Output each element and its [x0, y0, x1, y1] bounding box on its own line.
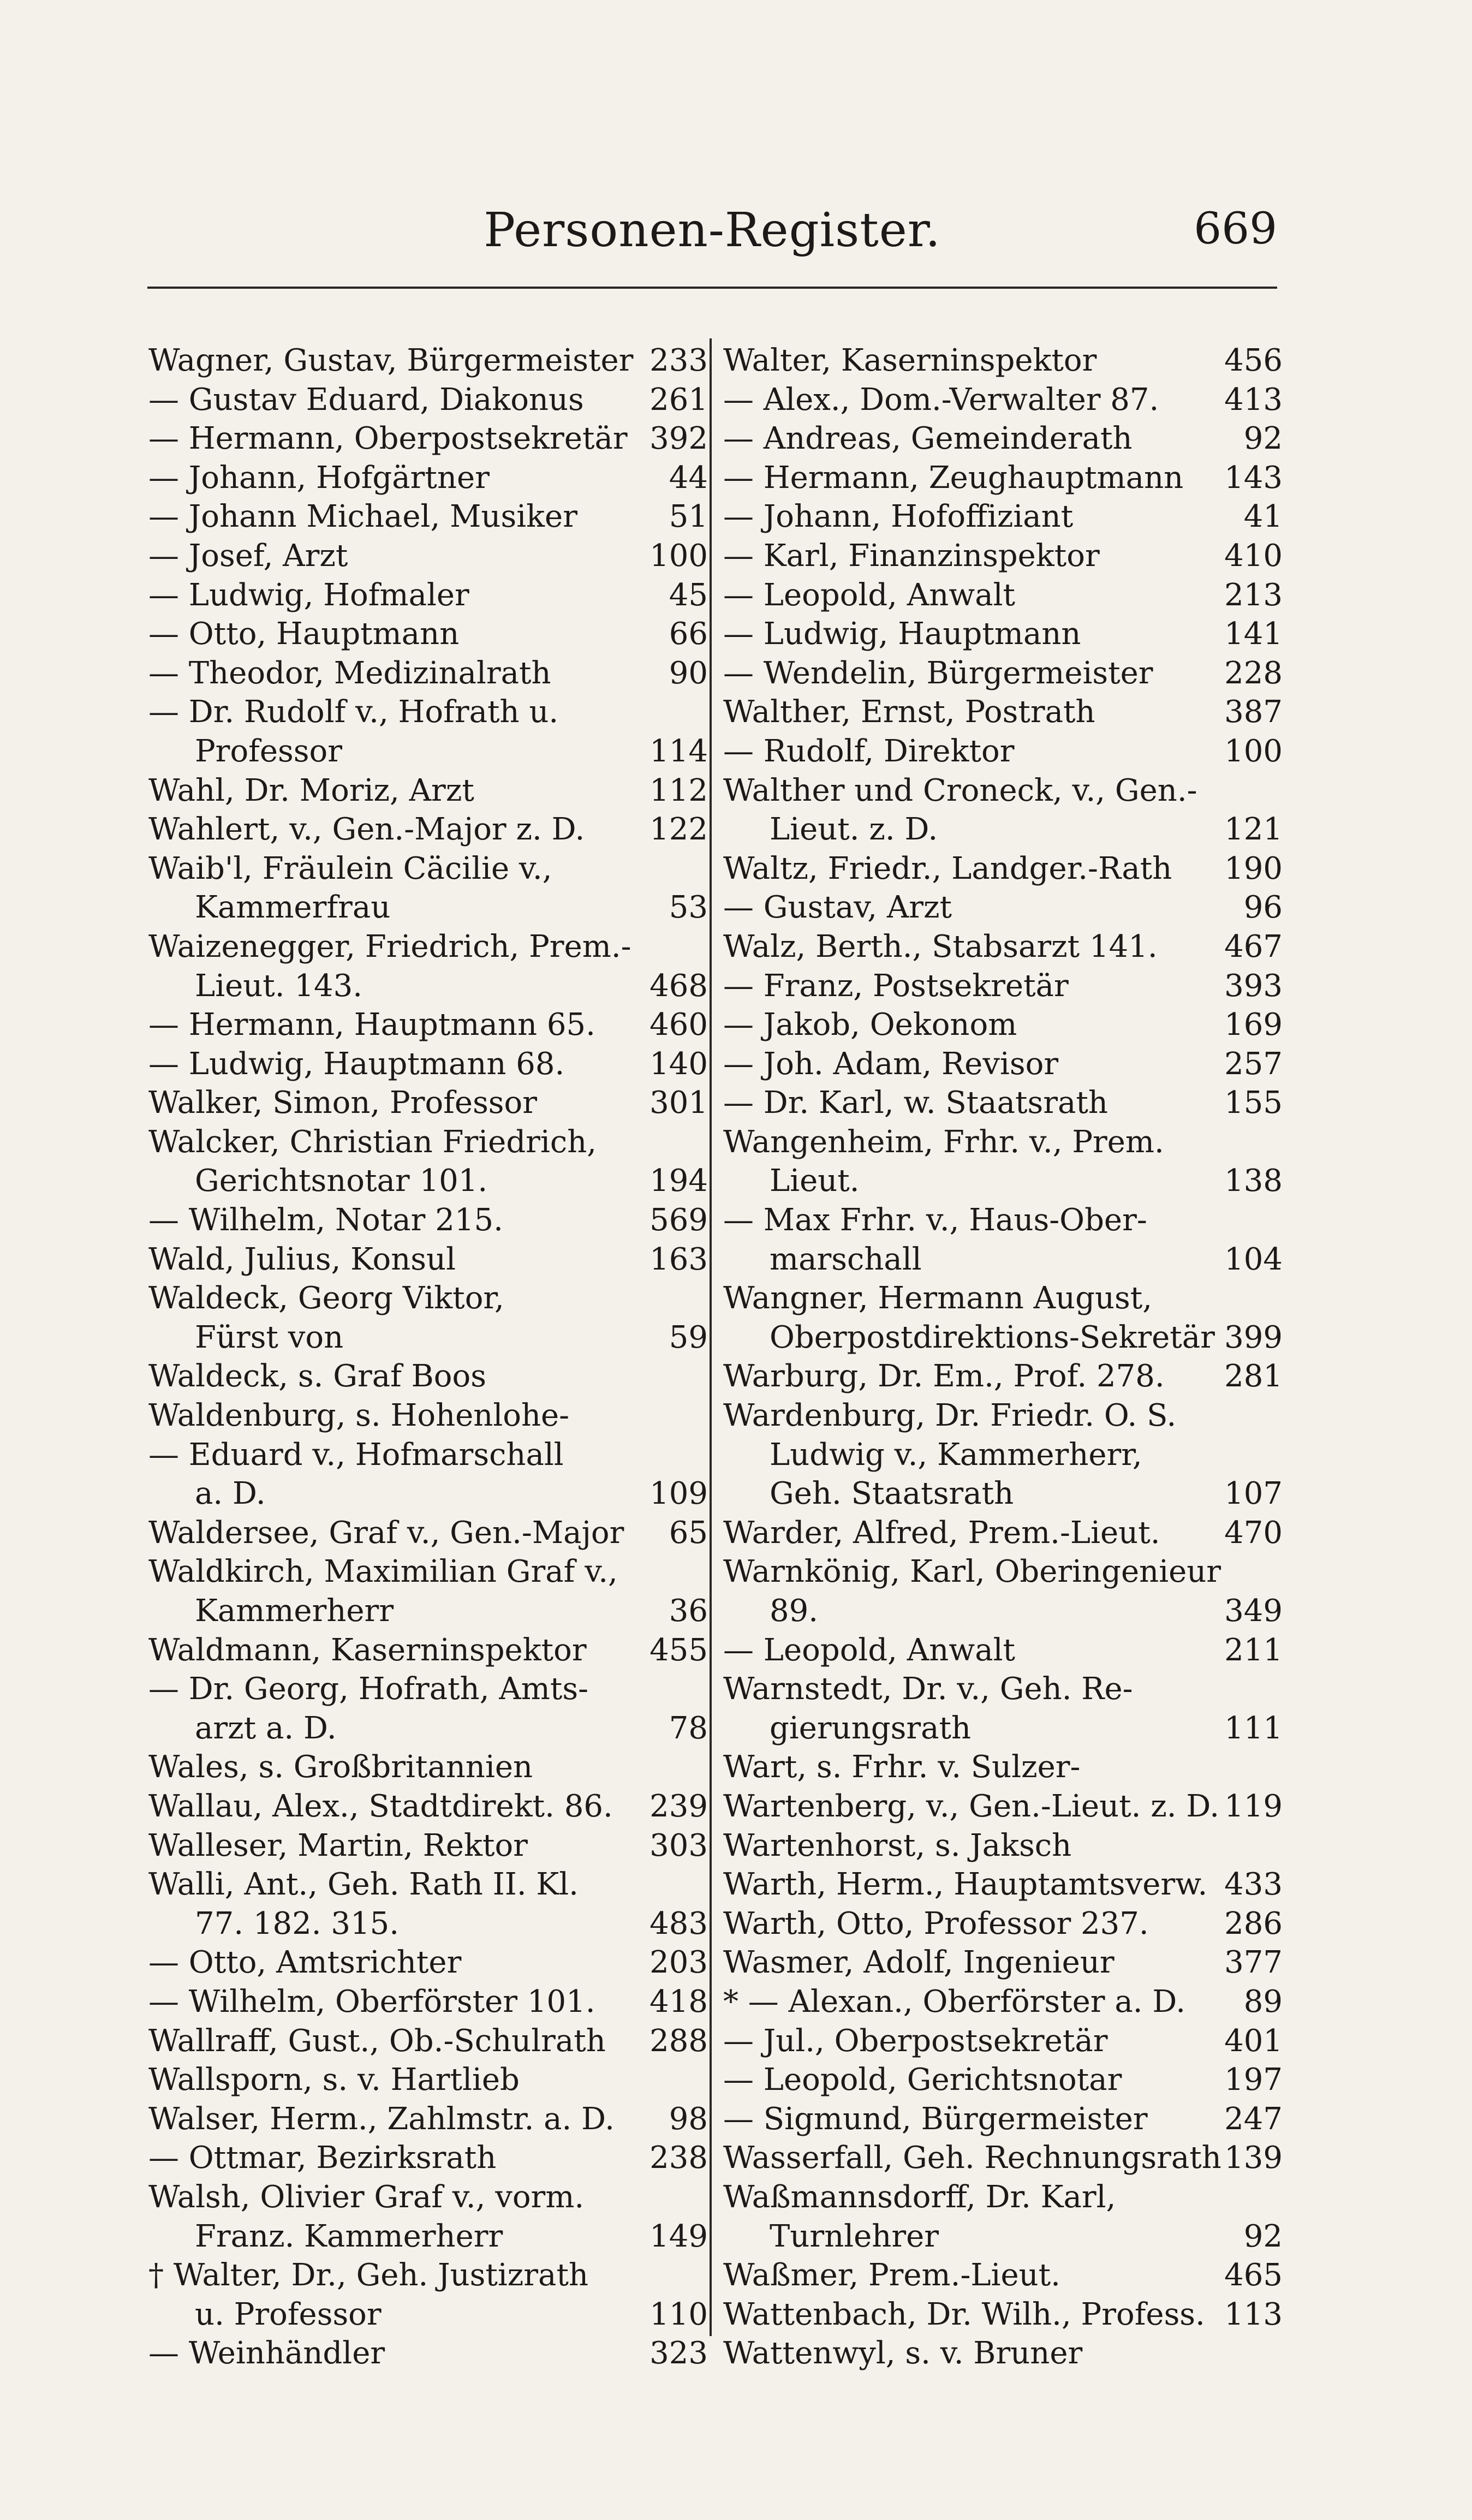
register-entry: [148, 1474, 708, 1514]
entry-text: a. D.: [195, 1476, 266, 1512]
register-entry: [148, 497, 708, 537]
register-entry: [148, 419, 708, 458]
register-entry: [148, 771, 708, 811]
register-entry: [148, 1670, 708, 1709]
entry-page-number: 247: [1224, 2101, 1283, 2137]
entry-text: Walcker, Christian Friedrich,: [148, 1124, 597, 1160]
entry-page-number: 413: [1224, 382, 1283, 418]
register-entry: [723, 576, 1283, 615]
entry-text: Lieut. z. D.: [770, 812, 938, 848]
entry-page-number: 140: [649, 1046, 708, 1082]
entry-text: Waltz, Friedr., Landger.-Rath: [723, 850, 1172, 886]
entry-text: Waßmer, Prem.-Lieut.: [723, 2257, 1060, 2293]
entry-page-number: 238: [649, 2140, 708, 2176]
page-title: Personen-Register.: [484, 203, 941, 258]
register-entry: [148, 1318, 708, 1357]
register-entry: [723, 810, 1283, 849]
entry-page-number: 460: [649, 1007, 708, 1043]
entry-page-number: 113: [1224, 2296, 1283, 2332]
entry-text: Walsh, Olivier Graf v., vorm.: [148, 2179, 585, 2215]
entry-text: marschall: [770, 1241, 922, 1277]
register-entry: [148, 1083, 708, 1123]
header-rule: [147, 287, 1277, 289]
register-entry: [723, 2100, 1283, 2139]
register-entry: [723, 2060, 1283, 2100]
entry-page-number: 112: [649, 772, 708, 808]
register-entry: [723, 2295, 1283, 2334]
entry-page-number: 143: [1224, 460, 1283, 496]
entry-text: Turnlehrer: [770, 2218, 939, 2254]
entry-text: Wattenbach, Dr. Wilh., Profess.: [723, 2296, 1205, 2332]
entry-text: arzt a. D.: [195, 1710, 337, 1746]
entry-text: — Hermann, Oberpostsekretär: [148, 421, 628, 457]
entry-page-number: 53: [669, 890, 708, 926]
entry-text: Wagner, Gustav, Bürgermeister: [148, 343, 634, 378]
entry-page-number: 456: [1224, 343, 1283, 378]
entry-page-number: 96: [1243, 890, 1283, 926]
entry-page-number: 569: [649, 1202, 708, 1238]
entry-text: — Gustav Eduard, Diakonus: [148, 382, 584, 418]
register-entry: [148, 1904, 708, 1944]
entry-page-number: 41: [1243, 499, 1283, 535]
register-entry: [723, 1083, 1283, 1123]
entry-text: — Wilhelm, Oberförster 101.: [148, 1983, 595, 2019]
register-entry: [723, 1943, 1283, 1982]
entry-page-number: 239: [649, 1788, 708, 1824]
entry-text: * — Alexan., Oberförster a. D.: [723, 1983, 1186, 2019]
register-entry: [148, 967, 708, 1006]
entry-text: Walther und Croneck, v., Gen.-: [723, 772, 1197, 808]
entry-page-number: 139: [1224, 2140, 1283, 2176]
entry-page-number: 281: [1224, 1359, 1283, 1395]
entry-text: — Joh. Adam, Revisor: [723, 1046, 1059, 1082]
register-entry: [723, 1123, 1283, 1162]
register-entry: [148, 1123, 708, 1162]
entry-page-number: 98: [669, 2101, 708, 2137]
entry-text: — Johann, Hofgärtner: [148, 460, 490, 496]
entry-text: Professor: [195, 733, 342, 769]
entry-page-number: 387: [1224, 694, 1283, 730]
entry-page-number: 288: [649, 2023, 708, 2059]
entry-text: Walser, Herm., Zahlmstr. a. D.: [148, 2101, 615, 2137]
entry-text: Walker, Simon, Professor: [148, 1085, 538, 1121]
entry-text: Wartenhorst, s. Jaksch: [723, 1827, 1072, 1863]
entry-text: Walli, Ant., Geh. Rath II. Kl.: [148, 1867, 579, 1903]
register-entry: [148, 1201, 708, 1240]
right-column: [723, 341, 1283, 2373]
register-entry: [723, 2256, 1283, 2295]
entry-page-number: 90: [669, 655, 708, 691]
register-entry: [148, 2256, 708, 2295]
entry-page-number: 109: [649, 1476, 708, 1512]
entry-text: Warth, Otto, Professor 237.: [723, 1905, 1149, 1941]
register-entry: [723, 1005, 1283, 1045]
entry-text: Warth, Herm., Hauptamtsverw.: [723, 1867, 1208, 1903]
entry-text: — Max Frhr. v., Haus-Ober-: [723, 1202, 1147, 1238]
entry-text: Kammerfrau: [195, 890, 391, 926]
register-entry: [723, 458, 1283, 498]
entry-page-number: 36: [669, 1593, 708, 1629]
entry-text: — Jakob, Oekonom: [723, 1007, 1017, 1043]
entry-page-number: 323: [649, 2336, 708, 2372]
register-entry: [723, 849, 1283, 889]
entry-page-number: 194: [649, 1163, 708, 1199]
entry-text: Kammerherr: [195, 1593, 394, 1629]
register-entry: [148, 2217, 708, 2256]
register-entry: [723, 1552, 1283, 1592]
register-entry: [148, 888, 708, 927]
entry-page-number: 89: [1243, 1983, 1283, 2019]
register-entry: [148, 1161, 708, 1201]
entry-page-number: 122: [649, 812, 708, 848]
entry-text: — Dr. Rudolf v., Hofrath u.: [148, 694, 559, 730]
entry-page-number: 483: [649, 1905, 708, 1941]
register-entry: [723, 2178, 1283, 2217]
entry-page-number: 100: [1224, 733, 1283, 769]
entry-text: Waßmannsdorff, Dr. Karl,: [723, 2179, 1116, 2215]
entry-page-number: 92: [1243, 2218, 1283, 2254]
entry-text: — Ludwig, Hauptmann 68.: [148, 1046, 565, 1082]
entry-text: Waldersee, Graf v., Gen.-Major: [148, 1515, 624, 1551]
register-entry: [723, 732, 1283, 771]
entry-text: Walleser, Martin, Rektor: [148, 1827, 528, 1863]
entry-page-number: 44: [669, 460, 708, 496]
entry-page-number: 257: [1224, 1046, 1283, 1082]
entry-text: Wart, s. Frhr. v. Sulzer-: [723, 1749, 1081, 1785]
entry-text: Waldeck, Georg Viktor,: [148, 1280, 504, 1316]
register-entry: [148, 341, 708, 380]
register-entry: [723, 888, 1283, 927]
entry-text: Warnstedt, Dr. v., Geh. Re-: [723, 1671, 1133, 1707]
register-entry: [148, 1240, 708, 1279]
entry-page-number: 468: [649, 968, 708, 1004]
entry-page-number: 349: [1224, 1593, 1283, 1629]
entry-page-number: 65: [669, 1515, 708, 1551]
entry-text: Wattenwyl, s. v. Bruner: [723, 2336, 1083, 2372]
register-entry: [148, 2138, 708, 2178]
entry-page-number: 92: [1243, 421, 1283, 457]
register-entry: [148, 1396, 708, 1435]
register-entry: [148, 1514, 708, 1553]
register-entry: [723, 1318, 1283, 1357]
entry-page-number: 141: [1224, 616, 1283, 652]
entry-text: — Otto, Hauptmann: [148, 616, 460, 652]
entry-page-number: 233: [649, 343, 708, 378]
entry-text: Wald, Julius, Konsul: [148, 1241, 456, 1277]
register-entry: [148, 1748, 708, 1787]
entry-page-number: 78: [669, 1710, 708, 1746]
register-entry: [148, 1631, 708, 1670]
register-entry: [723, 419, 1283, 458]
register-entry: [148, 1552, 708, 1592]
entry-page-number: 211: [1224, 1632, 1283, 1668]
entry-text: Oberpostdirektions-Sekretär: [770, 1319, 1215, 1355]
register-entry: [723, 1161, 1283, 1201]
register-entry: [148, 927, 708, 967]
entry-text: Waldeck, s. Graf Boos: [148, 1359, 486, 1395]
register-entry: [723, 615, 1283, 654]
entry-text: Warder, Alfred, Prem.-Lieut.: [723, 1515, 1160, 1551]
entry-page-number: 138: [1224, 1163, 1283, 1199]
entry-text: Wasserfall, Geh. Rechnungsrath: [723, 2140, 1221, 2176]
register-entry: [148, 615, 708, 654]
entry-text: — Andreas, Gemeinderath: [723, 421, 1133, 457]
entry-text: — Hermann, Hauptmann 65.: [148, 1007, 595, 1043]
entry-text: Waib'l, Fräulein Cäcilie v.,: [148, 850, 552, 886]
entry-text: — Ludwig, Hofmaler: [148, 577, 469, 613]
register-entry: [148, 2295, 708, 2334]
register-entry: [723, 1240, 1283, 1279]
register-entry: [723, 2022, 1283, 2061]
entry-text: Walter, Kaserninspektor: [723, 343, 1097, 378]
entry-text: — Theodor, Medizinalrath: [148, 655, 551, 691]
register-entry: [723, 1826, 1283, 1866]
entry-text: — Wendelin, Bürgermeister: [723, 655, 1153, 691]
entry-text: — Johann, Hofoffiziant: [723, 499, 1074, 535]
entry-text: † Walter, Dr., Geh. Justizrath: [148, 2257, 589, 2293]
entry-text: — Eduard v., Hofmarschall: [148, 1437, 564, 1473]
entry-page-number: 401: [1224, 2023, 1283, 2059]
register-entry: [723, 1748, 1283, 1787]
entry-text: — Dr. Georg, Hofrath, Amts-: [148, 1671, 589, 1707]
entry-text: Wallraff, Gust., Ob.-Schulrath: [148, 2023, 606, 2059]
entry-text: — Leopold, Gerichtsnotar: [723, 2062, 1122, 2098]
entry-text: Wardenburg, Dr. Friedr. O. S.: [723, 1398, 1177, 1434]
entry-text: — Weinhändler: [148, 2336, 385, 2372]
entry-text: Franz. Kammerherr: [195, 2218, 503, 2254]
register-entry: [723, 1474, 1283, 1514]
entry-page-number: 190: [1224, 850, 1283, 886]
entry-page-number: 203: [649, 1945, 708, 1981]
register-entry: [148, 654, 708, 693]
entry-text: Wartenberg, v., Gen.-Lieut. z. D.: [723, 1788, 1220, 1824]
register-entry: [723, 1201, 1283, 1240]
entry-text: Lieut. 143.: [195, 968, 363, 1004]
register-entry: [723, 1865, 1283, 1904]
entry-page-number: 149: [649, 2218, 708, 2254]
register-entry: [148, 1943, 708, 1982]
entry-text: — Leopold, Anwalt: [723, 1632, 1016, 1668]
register-entry: [723, 1982, 1283, 2022]
entry-text: Waldmann, Kaserninspektor: [148, 1632, 587, 1668]
entry-text: — Dr. Karl, w. Staatsrath: [723, 1085, 1108, 1121]
entry-text: Warnkönig, Karl, Oberingenieur: [723, 1554, 1221, 1590]
column-divider: [710, 338, 712, 2336]
page-header: [147, 203, 1277, 263]
entry-text: — Jul., Oberpostsekretär: [723, 2023, 1108, 2059]
page-number: 669: [1194, 203, 1277, 254]
entry-text: — Rudolf, Direktor: [723, 733, 1015, 769]
register-entry: [148, 1709, 708, 1748]
entry-text: — Wilhelm, Notar 215.: [148, 1202, 503, 1238]
entry-text: Waizenegger, Friedrich, Prem.-: [148, 928, 631, 964]
entry-text: Wahl, Dr. Moriz, Arzt: [148, 772, 474, 808]
entry-text: — Johann Michael, Musiker: [148, 499, 577, 535]
register-entry: [148, 1982, 708, 2022]
entry-page-number: 286: [1224, 1905, 1283, 1941]
register-entry: [148, 1005, 708, 1045]
entry-page-number: 410: [1224, 538, 1283, 574]
entry-text: Wangenheim, Frhr. v., Prem.: [723, 1124, 1164, 1160]
entry-page-number: 169: [1224, 1007, 1283, 1043]
register-entry: [148, 380, 708, 420]
entry-page-number: 455: [649, 1632, 708, 1668]
entry-page-number: 66: [669, 616, 708, 652]
entry-text: Warburg, Dr. Em., Prof. 278.: [723, 1359, 1165, 1395]
register-entry: [148, 1045, 708, 1084]
entry-page-number: 45: [669, 577, 708, 613]
register-entry: [723, 771, 1283, 811]
entry-text: Waldenburg, s. Hohenlohe-: [148, 1398, 570, 1434]
entry-page-number: 197: [1224, 2062, 1283, 2098]
entry-page-number: 303: [649, 1827, 708, 1863]
entry-text: — Otto, Amtsrichter: [148, 1945, 462, 1981]
entry-page-number: 213: [1224, 577, 1283, 613]
register-entry: [148, 1787, 708, 1826]
register-entry: [723, 1435, 1283, 1475]
register-entry: [723, 2334, 1283, 2373]
entry-page-number: 59: [669, 1319, 708, 1355]
entry-page-number: 119: [1224, 1788, 1283, 1824]
left-column: [148, 341, 708, 2373]
register-entry: [723, 1514, 1283, 1553]
entry-page-number: 377: [1224, 1945, 1283, 1981]
register-entry: [148, 1592, 708, 1631]
entry-page-number: 228: [1224, 655, 1283, 691]
entry-text: — Franz, Postsekretär: [723, 968, 1069, 1004]
register-entry: [723, 1045, 1283, 1084]
entry-page-number: 111: [1224, 1710, 1283, 1746]
entry-text: Walther, Ernst, Postrath: [723, 694, 1095, 730]
register-entry: [148, 1865, 708, 1904]
entry-text: — Ottmar, Bezirksrath: [148, 2140, 497, 2176]
register-entry: [148, 2060, 708, 2100]
entry-text: Wahlert, v., Gen.-Major z. D.: [148, 812, 585, 848]
entry-page-number: 418: [649, 1983, 708, 2019]
register-entry: [148, 458, 708, 498]
entry-page-number: 393: [1224, 968, 1283, 1004]
entry-page-number: 261: [649, 382, 708, 418]
entry-text: — Hermann, Zeughauptmann: [723, 460, 1184, 496]
entry-text: Waldkirch, Maximilian Graf v.,: [148, 1554, 618, 1590]
entry-text: 89.: [770, 1593, 819, 1629]
register-entry: [723, 1592, 1283, 1631]
register-entry: [148, 2178, 708, 2217]
register-entry: [723, 1670, 1283, 1709]
register-entry: [148, 1435, 708, 1475]
entry-page-number: 163: [649, 1241, 708, 1277]
entry-text: — Ludwig, Hauptmann: [723, 616, 1081, 652]
register-entry: [723, 497, 1283, 537]
register-entry: [148, 1279, 708, 1318]
entry-page-number: 433: [1224, 1867, 1283, 1903]
entry-text: Wasmer, Adolf, Ingenieur: [723, 1945, 1115, 1981]
entry-text: — Karl, Finanzinspektor: [723, 538, 1100, 574]
register-entry: [148, 810, 708, 849]
register-entry: [148, 2334, 708, 2373]
register-entry: [723, 537, 1283, 576]
entry-text: — Sigmund, Bürgermeister: [723, 2101, 1148, 2137]
entry-page-number: 51: [669, 499, 708, 535]
entry-text: Walz, Berth., Stabsarzt 141.: [723, 928, 1158, 964]
register-entry: [723, 2138, 1283, 2178]
register-entry: [723, 341, 1283, 380]
entry-page-number: 107: [1224, 1476, 1283, 1512]
entry-page-number: 110: [649, 2296, 708, 2332]
register-entry: [148, 693, 708, 732]
entry-text: — Leopold, Anwalt: [723, 577, 1016, 613]
register-entry: [148, 1357, 708, 1396]
entry-page-number: 465: [1224, 2257, 1283, 2293]
entry-page-number: 392: [649, 421, 708, 457]
entry-page-number: 104: [1224, 1241, 1283, 1277]
register-entry: [148, 2022, 708, 2061]
register-entry: [723, 654, 1283, 693]
register-entry: [723, 1709, 1283, 1748]
register-entry: [723, 380, 1283, 420]
entry-text: — Gustav, Arzt: [723, 890, 952, 926]
entry-page-number: 121: [1224, 812, 1283, 848]
entry-text: gierungsrath: [770, 1710, 972, 1746]
entry-page-number: 301: [649, 1085, 708, 1121]
register-entry: [148, 537, 708, 576]
entry-page-number: 114: [649, 733, 708, 769]
register-entry: [723, 1904, 1283, 1944]
entry-text: Wallsporn, s. v. Hartlieb: [148, 2062, 520, 2098]
entry-text: Gerichtsnotar 101.: [195, 1163, 488, 1199]
register-entry: [723, 1787, 1283, 1826]
register-entry: [148, 849, 708, 889]
register-entry: [723, 693, 1283, 732]
entry-page-number: 470: [1224, 1515, 1283, 1551]
entry-text: — Josef, Arzt: [148, 538, 348, 574]
register-entry: [148, 732, 708, 771]
entry-page-number: 155: [1224, 1085, 1283, 1121]
entry-text: Wales, s. Großbritannien: [148, 1749, 533, 1785]
register-entry: [723, 927, 1283, 967]
register-entry: [148, 2100, 708, 2139]
register-entry: [723, 1279, 1283, 1318]
register-entry: [723, 967, 1283, 1006]
entry-page-number: 467: [1224, 928, 1283, 964]
register-entry: [723, 1631, 1283, 1670]
entry-text: Wallau, Alex., Stadtdirekt. 86.: [148, 1788, 613, 1824]
entry-text: Fürst von: [195, 1319, 344, 1355]
entry-page-number: 399: [1224, 1319, 1283, 1355]
entry-text: — Alex., Dom.-Verwalter 87.: [723, 382, 1159, 418]
entry-text: u. Professor: [195, 2296, 382, 2332]
entry-text: 77. 182. 315.: [195, 1905, 400, 1941]
register-entry: [148, 1826, 708, 1866]
register-entry: [723, 1396, 1283, 1435]
entry-text: Ludwig v., Kammerherr,: [770, 1437, 1142, 1473]
entry-text: Wangner, Hermann August,: [723, 1280, 1153, 1316]
entry-text: Lieut.: [770, 1163, 860, 1199]
entry-text: Geh. Staatsrath: [770, 1476, 1014, 1512]
register-entry: [723, 1357, 1283, 1396]
register-entry: [723, 2217, 1283, 2256]
entry-page-number: 100: [649, 538, 708, 574]
register-entry: [148, 576, 708, 615]
